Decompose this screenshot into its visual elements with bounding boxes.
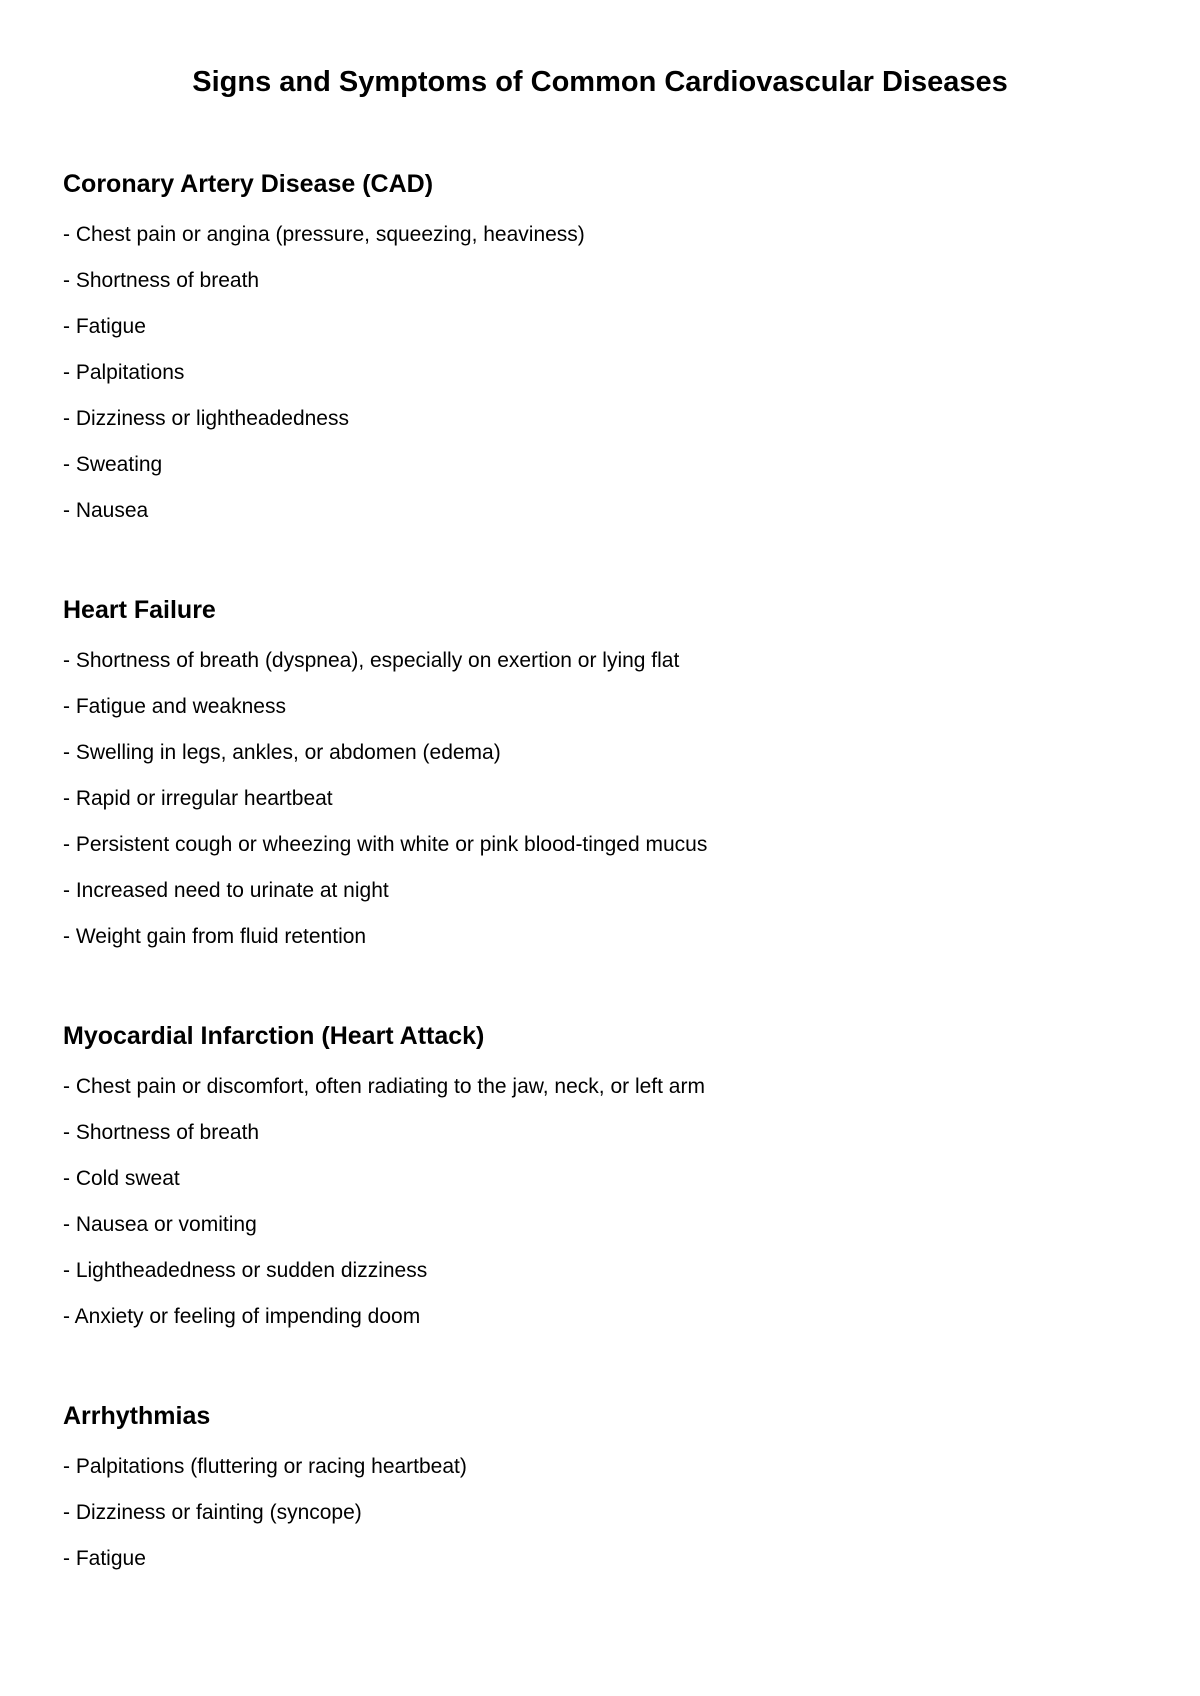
list-item: - Nausea	[63, 499, 149, 522]
list-item: - Rapid or irregular heartbeat	[63, 787, 333, 810]
section-heading: Arrhythmias	[63, 1402, 211, 1430]
list-item: - Increased need to urinate at night	[63, 879, 389, 902]
list-item: - Shortness of breath	[63, 269, 260, 292]
list-item: - Swelling in legs, ankles, or abdomen (edema)	[63, 741, 501, 764]
list-item: - Shortness of breath (dyspnea), especially on exertion or lying flat	[63, 649, 680, 672]
list-item: - Lightheadedness or sudden dizziness	[63, 1259, 428, 1282]
list-item: - Cold sweat	[63, 1167, 180, 1190]
symptom-list	[63, 212, 1143, 534]
list-item: - Weight gain from fluid retention	[63, 925, 367, 948]
section-heading: Myocardial Infarction (Heart Attack)	[63, 1022, 485, 1050]
list-item: - Dizziness or fainting (syncope)	[63, 1501, 362, 1524]
list-item: - Chest pain or angina (pressure, squeezing, heaviness)	[63, 223, 585, 246]
list-item: - Shortness of breath	[63, 1121, 260, 1144]
list-item: - Chest pain or discomfort, often radiating to the jaw, neck, or left arm	[63, 1075, 705, 1098]
list-item: - Fatigue	[63, 1547, 146, 1570]
section-heading: Coronary Artery Disease (CAD)	[63, 170, 434, 198]
list-item: - Palpitations	[63, 361, 185, 384]
list-item: - Palpitations (fluttering or racing heartbeat)	[63, 1455, 467, 1478]
list-item: - Sweating	[63, 453, 163, 476]
document-title: Signs and Symptoms of Common Cardiovascular Diseases	[192, 66, 1008, 98]
section-arrhythmias	[63, 1400, 1143, 1582]
symptom-list	[63, 638, 1143, 960]
list-item: - Persistent cough or wheezing with white or pink blood-tinged mucus	[63, 833, 708, 856]
section-coronary-artery-disease	[63, 168, 1143, 534]
section-heart-failure	[63, 594, 1143, 960]
list-item: - Fatigue	[63, 315, 146, 338]
symptom-list	[63, 1444, 1143, 1582]
symptom-list	[63, 1064, 1143, 1340]
section-myocardial-infarction	[63, 1020, 1143, 1340]
list-item: - Dizziness or lightheadedness	[63, 407, 349, 430]
list-item: - Fatigue and weakness	[63, 695, 286, 718]
list-item: - Nausea or vomiting	[63, 1213, 257, 1236]
list-item: - Anxiety or feeling of impending doom	[63, 1305, 421, 1328]
section-heading: Heart Failure	[63, 596, 216, 624]
